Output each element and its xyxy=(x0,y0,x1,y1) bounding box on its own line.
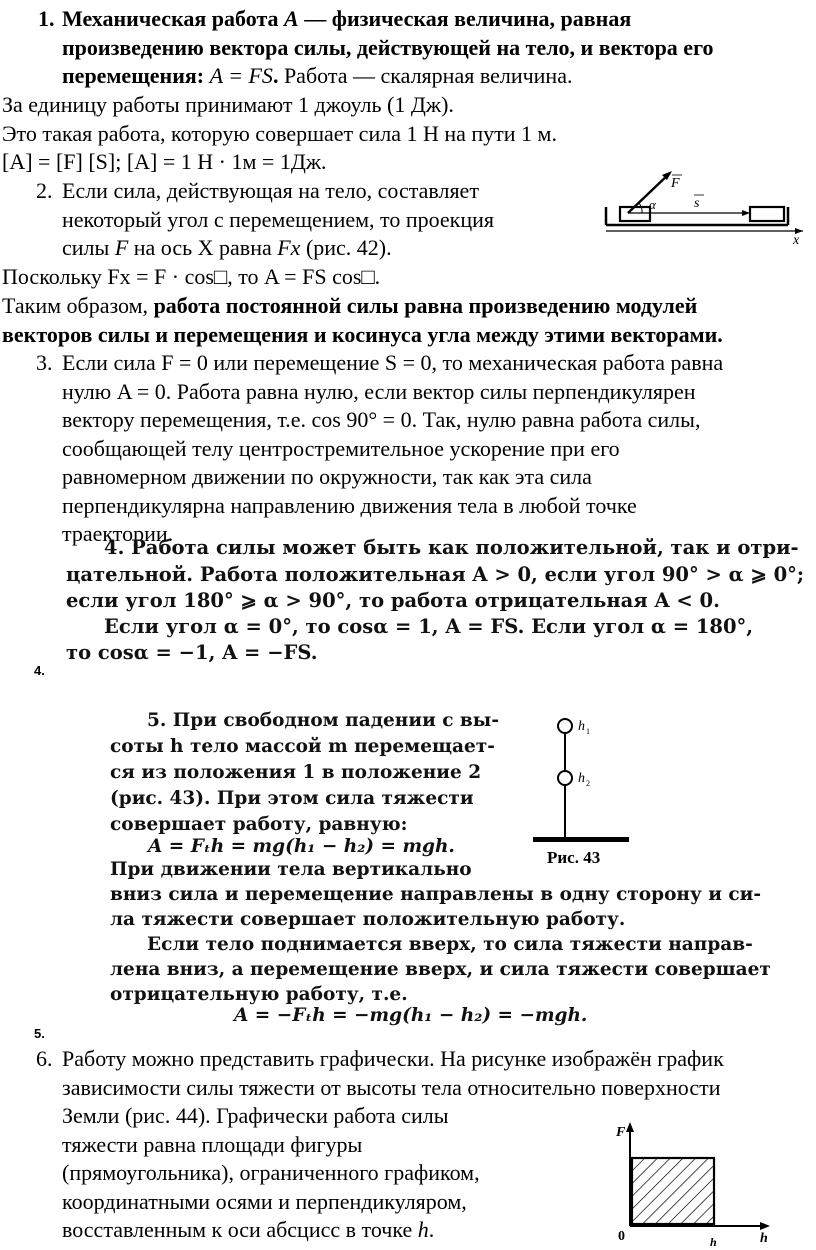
item-3-line-5: равномерном движении по окружности, так как эта сила xyxy=(62,464,592,489)
item-3-line-3: вектору перемещения, т.е. cos 90° = 0. Так, нулю равна работа силы, xyxy=(62,407,701,432)
scan-4-line-5: то cosα = −1, A = −FS. xyxy=(66,641,318,664)
h-axis-label: h xyxy=(760,1231,768,1246)
h1-sub: 1 xyxy=(586,727,590,736)
item-3-number: 3. xyxy=(36,350,53,375)
scan-5-line-10: Если тело поднимается вверх, то сила тяжести направ- xyxy=(147,934,753,955)
scan-5-line-4: (рис. 43). При этом сила тяжести xyxy=(110,788,474,809)
scan-5-line-11: лена вниз, а перемещение вверх, и сила тяжести совершает xyxy=(110,959,771,980)
item-2-number: 2. xyxy=(36,178,53,203)
unit-line-2: Это такая работа, которую совершает сила 1 Н на пути 1 м. xyxy=(2,121,557,146)
alpha-label: α xyxy=(649,197,656,212)
item-1-line-1: Механическая работа A — физическая величина, равная xyxy=(62,6,632,31)
scan-5-line-8: вниз сила и перемещение направлены в одну сторону и си- xyxy=(110,884,762,905)
scan-4-line-2: цательной. Работа положительная A > 0, если угол 90° > α ⩾ 0°; xyxy=(66,563,805,586)
item-2-line-3: силы F на ось X равна Fx (рис. 42). xyxy=(62,235,392,260)
item-6-line-2: зависимости силы тяжести от высоты тела относительно поверхности xyxy=(62,1075,721,1100)
section-5-label: 5. xyxy=(34,1026,45,1041)
thus-line-1: Таким образом, работа постоянной силы равна произведению модулей xyxy=(2,293,698,318)
scan-4-line-4: Если угол α = 0°, то cosα = 1, A = FS. Если угол α = 180°, xyxy=(104,615,754,638)
force-label: F xyxy=(671,176,680,191)
work-area xyxy=(632,1158,714,1224)
item-3-line-1: Если сила F = 0 или перемещение S = 0, то механическая работа равна xyxy=(62,350,724,375)
unit-line-3: [A] = [F] [S]; [A] = 1 Н · 1м = 1Дж. xyxy=(2,149,327,174)
figure-42-force-diagram xyxy=(598,165,813,245)
item-6-number: 6. xyxy=(36,1046,53,1071)
scan-5-line-1: 5. При свободном падении с вы- xyxy=(147,710,500,731)
item-3-line-6: перпендикулярна направлению движения тела в любой точке xyxy=(62,493,637,518)
x-axis-label: x xyxy=(793,233,800,245)
h-mark-label: h xyxy=(710,1235,717,1249)
item-6-line-5: (прямоугольника), ограниченного графиком, xyxy=(62,1160,480,1185)
scan-4-line-1: 4. Работа силы может быть как положительной, так и отри- xyxy=(104,536,799,559)
since-line: Поскольку Fx = F · cos□, то A = FS cos□. xyxy=(2,264,381,289)
item-2-line-1: Если сила, действующая на тело, составляет xyxy=(62,178,479,203)
h1-label: h xyxy=(578,719,585,734)
scan-5-line-12: отрицательную работу, т.е. xyxy=(110,984,408,1005)
scan-5-line-5: совершает работу, равную: xyxy=(110,814,408,835)
scan-5-line-2: соты h тело массой m перемещает- xyxy=(110,736,495,757)
item-2-line-2: некоторый угол с перемещением, то проекция xyxy=(62,207,495,232)
item-1-line-3: перемещения: A = FS. Работа — скалярная величина. xyxy=(62,63,573,88)
figure-43-caption: Рис. 43 xyxy=(547,848,601,867)
item-3-line-7: траектории. xyxy=(62,521,174,546)
scan-5-formula: A = −Fₜh = −mg(h₁ − h₂) = −mgh. xyxy=(234,1005,588,1026)
figure-43-free-fall xyxy=(525,710,645,872)
item-1-line-2: произведению вектора силы, действующей на тело, и вектора его xyxy=(62,35,714,60)
unit-line-1: За единицу работы принимают 1 джоуль (1 Дж). xyxy=(2,92,454,117)
displacement-label: s xyxy=(694,196,700,211)
item-6-line-3: Земли (рис. 44). Графически работа силы xyxy=(62,1103,449,1128)
item-3-line-4: сообщающей телу центростремительное ускорение при его xyxy=(62,436,620,461)
item-3-line-2: нулю A = 0. Работа равна нулю, если вектор силы перпендикулярен xyxy=(62,379,696,404)
origin-label: 0 xyxy=(618,1229,625,1244)
item-6-line-1: Работу можно представить графически. На рисунке изображён график xyxy=(62,1046,724,1071)
scan-5-line-3: ся из положения 1 в положение 2 xyxy=(110,762,482,783)
scan-5-line-9: ла тяжести совершает положительную работу. xyxy=(110,909,626,930)
item-6-line-6: координатными осями и перпендикуляром, xyxy=(62,1189,467,1214)
section-4-label: 4. xyxy=(34,663,45,678)
scan-5-line-6: A = Fₜh = mg(h₁ − h₂) = mgh. xyxy=(148,836,455,857)
scan-5-line-7: При движении тела вертикально xyxy=(110,859,472,880)
figure-44-work-graph xyxy=(612,1114,782,1250)
scan-4-line-3: если угол 180° ⩾ α > 90°, то работа отрицательная A < 0. xyxy=(66,589,720,612)
h2-label: h xyxy=(578,771,585,786)
h2-sub: 2 xyxy=(586,779,590,788)
item-1-number: 1. xyxy=(38,6,55,31)
item-6-line-4: тяжести равна площади фигуры xyxy=(62,1132,363,1157)
item-6-line-7: восставленным к оси абсцисс в точке h. xyxy=(62,1217,435,1242)
thus-line-2: векторов силы и перемещения и косинуса угла между этими векторами. xyxy=(2,322,723,347)
f-axis-label: F xyxy=(616,1125,626,1140)
